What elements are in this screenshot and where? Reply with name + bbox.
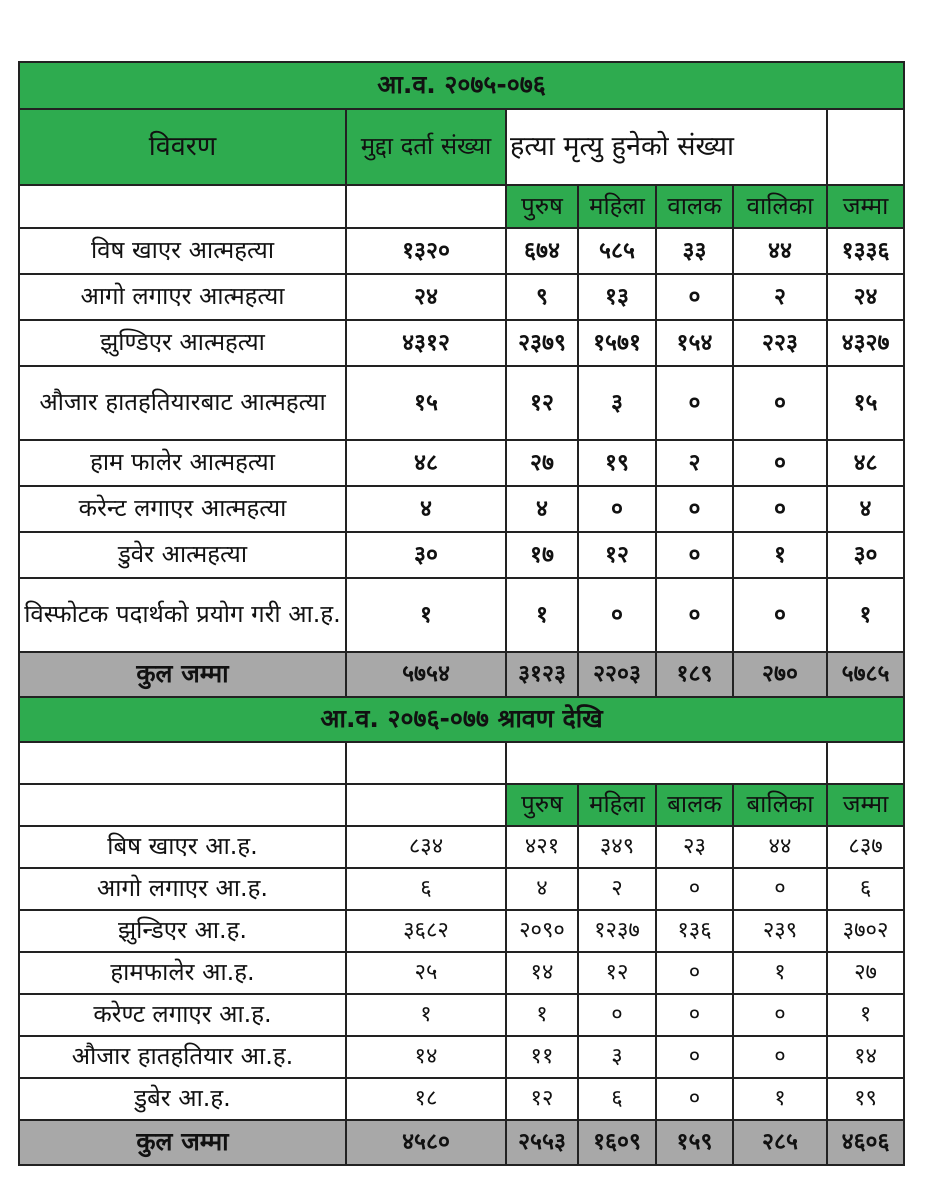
sub-header-row (19, 784, 904, 826)
table-row (19, 910, 904, 952)
blank-cell (19, 185, 346, 228)
section2-title: आ.व. २०७६-०७७ श्रावण देखि (19, 697, 904, 742)
value-cell: १ (733, 532, 827, 578)
total-value-cell: २५५३ (506, 1120, 578, 1165)
value-cell: १ (506, 578, 578, 652)
value-cell: ० (733, 868, 827, 910)
sub-header-cell: वालिका (733, 185, 827, 228)
total-value-cell: १६०९ (578, 1120, 656, 1165)
table-row (19, 440, 904, 486)
value-cell: ० (733, 1036, 827, 1078)
value-cell: ० (578, 486, 656, 532)
total-value-cell: ३१२३ (506, 652, 578, 697)
value-cell: ० (656, 952, 733, 994)
total-row (19, 1120, 904, 1165)
value-cell: ५८५ (578, 228, 656, 274)
value-cell: ० (578, 994, 656, 1036)
empty-header-cell (827, 109, 904, 185)
value-cell: १ (827, 578, 904, 652)
death-count-header: हत्या मृत्यु हुनेको संख्या (506, 109, 827, 185)
total-label: कुल जम्मा (19, 1120, 346, 1165)
value-cell: ० (656, 532, 733, 578)
value-cell: २ (578, 868, 656, 910)
value-cell: ३४९ (578, 826, 656, 868)
table-row (19, 320, 904, 366)
value-cell: २३९ (733, 910, 827, 952)
blank-cell (346, 784, 506, 826)
case-count-header: मुद्दा दर्ता संख्या (346, 109, 506, 185)
sub-header-cell: पुरुष (506, 784, 578, 826)
value-cell: १७ (506, 532, 578, 578)
section-title-row (19, 697, 904, 742)
value-cell: २३७९ (506, 320, 578, 366)
value-cell: ३३ (656, 228, 733, 274)
value-cell: ४४ (733, 826, 827, 868)
table-row (19, 228, 904, 274)
value-cell: ३० (346, 532, 506, 578)
sub-header-cell: जम्मा (827, 784, 904, 826)
row-label: डुबेर आ.ह. (19, 1078, 346, 1120)
table-row (19, 952, 904, 994)
value-cell: १९ (827, 1078, 904, 1120)
sub-header-cell: महिला (578, 185, 656, 228)
value-cell: ३ (578, 366, 656, 440)
description-header: विवरण (19, 109, 346, 185)
value-cell: ४३२७ (827, 320, 904, 366)
value-cell: ३ (578, 1036, 656, 1078)
row-label: आगो लगाएर आत्महत्या (19, 274, 346, 320)
sub-header-cell: जम्मा (827, 185, 904, 228)
value-cell: २४ (346, 274, 506, 320)
row-label: झुण्डिएर आत्महत्या (19, 320, 346, 366)
value-cell: ० (578, 578, 656, 652)
row-label: करेन्ट लगाएर आत्महत्या (19, 486, 346, 532)
total-value-cell: २८५ (733, 1120, 827, 1165)
value-cell: ४ (346, 486, 506, 532)
value-cell: २०९० (506, 910, 578, 952)
table-row (19, 532, 904, 578)
value-cell: २ (733, 274, 827, 320)
blank-cell (346, 185, 506, 228)
value-cell: १३ (578, 274, 656, 320)
value-cell: १ (827, 994, 904, 1036)
value-cell: ३६८२ (346, 910, 506, 952)
value-cell: ४८ (827, 440, 904, 486)
blank-cell (19, 784, 346, 826)
value-cell: ० (656, 578, 733, 652)
table-row (19, 868, 904, 910)
value-cell: १५ (346, 366, 506, 440)
value-cell: १ (733, 952, 827, 994)
value-cell: १२३७ (578, 910, 656, 952)
value-cell: ३० (827, 532, 904, 578)
value-cell: १८ (346, 1078, 506, 1120)
value-cell: ० (733, 994, 827, 1036)
value-cell: २३ (656, 826, 733, 868)
value-cell: ० (656, 486, 733, 532)
value-cell: ११ (506, 1036, 578, 1078)
table-row (19, 486, 904, 532)
value-cell: ० (656, 868, 733, 910)
value-cell: ४३१२ (346, 320, 506, 366)
value-cell: ० (656, 366, 733, 440)
value-cell: १ (346, 994, 506, 1036)
table-row (19, 826, 904, 868)
value-cell: २७ (506, 440, 578, 486)
total-value-cell: १८९ (656, 652, 733, 697)
suicide-statistics-table (18, 61, 905, 1166)
value-cell: २५ (346, 952, 506, 994)
table-row (19, 1036, 904, 1078)
blank-cell (19, 742, 346, 784)
value-cell: १२ (578, 532, 656, 578)
value-cell: ४८ (346, 440, 506, 486)
total-value-cell: ४६०६ (827, 1120, 904, 1165)
value-cell: ९ (506, 274, 578, 320)
sub-header-cell: पुरुष (506, 185, 578, 228)
sub-header-row (19, 185, 904, 228)
row-label: औजार हातहतियार आ.ह. (19, 1036, 346, 1078)
value-cell: १२ (578, 952, 656, 994)
value-cell: ० (733, 366, 827, 440)
value-cell: ० (656, 1036, 733, 1078)
value-cell: ० (656, 994, 733, 1036)
value-cell: ० (733, 578, 827, 652)
value-cell: १४ (346, 1036, 506, 1078)
row-label: डुवेर आत्महत्या (19, 532, 346, 578)
row-label: करेण्ट लगाएर आ.ह. (19, 994, 346, 1036)
value-cell: ४ (506, 486, 578, 532)
blank-row (19, 742, 904, 784)
section1-title: आ.व. २०७५-०७६ (19, 62, 904, 109)
value-cell: १४ (506, 952, 578, 994)
value-cell: ४ (506, 868, 578, 910)
value-cell: १२ (506, 1078, 578, 1120)
value-cell: १५७१ (578, 320, 656, 366)
value-cell: ६ (346, 868, 506, 910)
table-row (19, 578, 904, 652)
value-cell: १५४ (656, 320, 733, 366)
value-cell: १९ (578, 440, 656, 486)
total-row (19, 652, 904, 697)
row-label: आगो लगाएर आ.ह. (19, 868, 346, 910)
row-label: औजार हातहतियारबाट आत्महत्या (19, 366, 346, 440)
total-value-cell: २७० (733, 652, 827, 697)
value-cell: २७ (827, 952, 904, 994)
value-cell: ० (733, 440, 827, 486)
value-cell: १३२० (346, 228, 506, 274)
row-label: हामफालेर आ.ह. (19, 952, 346, 994)
sub-header-cell: बालिका (733, 784, 827, 826)
table-row (19, 366, 904, 440)
table-body (19, 62, 904, 1165)
value-cell: ८३७ (827, 826, 904, 868)
value-cell: १४ (827, 1036, 904, 1078)
table-row (19, 994, 904, 1036)
value-cell: २ (656, 440, 733, 486)
value-cell: ६७४ (506, 228, 578, 274)
sub-header-cell: बालक (656, 784, 733, 826)
total-label: कुल जम्मा (19, 652, 346, 697)
value-cell: ३७०२ (827, 910, 904, 952)
value-cell: ४२१ (506, 826, 578, 868)
value-cell: ८३४ (346, 826, 506, 868)
value-cell: १ (506, 994, 578, 1036)
blank-cell (346, 742, 506, 784)
value-cell: १ (346, 578, 506, 652)
value-cell: ० (656, 274, 733, 320)
sub-header-cell: महिला (578, 784, 656, 826)
value-cell: ० (733, 486, 827, 532)
total-value-cell: २२०३ (578, 652, 656, 697)
value-cell: ४ (827, 486, 904, 532)
value-cell: १२ (506, 366, 578, 440)
value-cell: १३३६ (827, 228, 904, 274)
table-row (19, 274, 904, 320)
value-cell: १ (733, 1078, 827, 1120)
row-label: झुन्डिएर आ.ह. (19, 910, 346, 952)
value-cell: ४४ (733, 228, 827, 274)
value-cell: १३६ (656, 910, 733, 952)
row-label: हाम फालेर आत्महत्या (19, 440, 346, 486)
sub-header-cell: वालक (656, 185, 733, 228)
value-cell: २२३ (733, 320, 827, 366)
blank-cell (506, 742, 827, 784)
value-cell: २४ (827, 274, 904, 320)
total-value-cell: १५९ (656, 1120, 733, 1165)
row-label: विस्फोटक पदार्थको प्रयोग गरी आ.ह. (19, 578, 346, 652)
total-value-cell: ५७५४ (346, 652, 506, 697)
value-cell: ६ (827, 868, 904, 910)
blank-cell (827, 742, 904, 784)
row-label: विष खाएर आत्महत्या (19, 228, 346, 274)
row-label: बिष खाएर आ.ह. (19, 826, 346, 868)
value-cell: १५ (827, 366, 904, 440)
total-value-cell: ५७८५ (827, 652, 904, 697)
value-cell: ० (656, 1078, 733, 1120)
total-value-cell: ४५८० (346, 1120, 506, 1165)
table-row (19, 1078, 904, 1120)
value-cell: ६ (578, 1078, 656, 1120)
